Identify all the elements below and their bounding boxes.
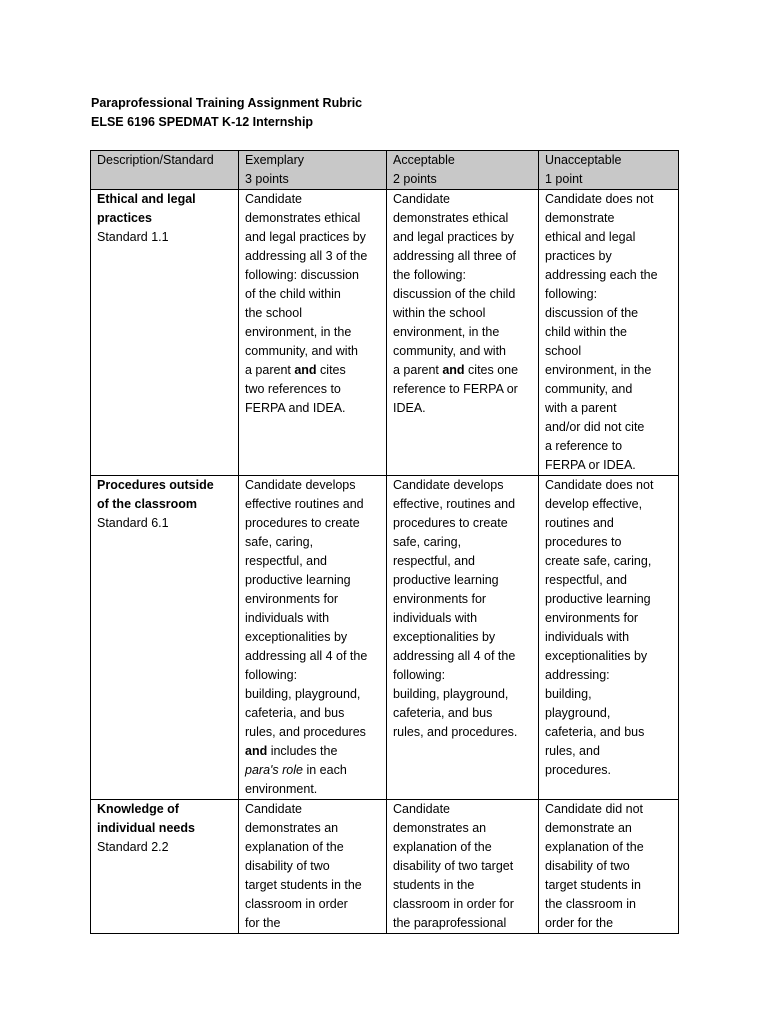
cell-text-line: procedures to create [393,516,508,530]
cell-text-line: community, and with [245,344,359,358]
standard-number: Standard 6.1 [97,516,169,530]
header-acceptable [387,151,539,190]
cell-text-line: of the child within [245,287,341,301]
cell-text-line: FERPA and IDEA. [245,401,346,415]
cell-text-line: environment, in the [245,325,352,339]
header-points: 3 points [245,172,289,186]
document-header [91,94,362,132]
cell-text-line: building, playground, [393,687,509,701]
standard-title: practices [97,211,152,225]
cell-text-line: individuals with [393,611,478,625]
cell-text-line: the following: [393,268,466,282]
cell-text-line: target students in the [245,878,362,892]
cell-text-line: following: [393,668,446,682]
cell-text-line: demonstrates an [393,821,487,835]
cell-text-line: following: discussion [245,268,359,282]
cell-text-line: Candidate develops [245,478,356,492]
cell-text-line: environments for [545,611,639,625]
cell-text-line: child within the [545,325,627,339]
cell-text-line: Candidate did not [545,802,643,816]
cell-text-line: and legal practices by [393,230,514,244]
rubric-table [90,150,679,934]
cell-text-line: Candidate [245,192,302,206]
cell-text-line: environment, in the [545,363,652,377]
cell-text-line: environments for [393,592,487,606]
cell-text-line: cafeteria, and bus [545,725,645,739]
cell-text-line: individuals with [545,630,630,644]
cell-text-line: building, playground, [245,687,361,701]
cell-text-line: and legal practices by [245,230,366,244]
cell-text-line: demonstrates ethical [393,211,509,225]
standard-title: Ethical and legal [97,192,196,206]
cell-text-line: create safe, caring, [545,554,652,568]
cell-text-line: demonstrate [545,211,615,225]
cell-text-line: productive learning [545,592,651,606]
cell-text-line: disability of two [545,859,630,873]
cell-text-line: effective routines and [245,497,364,511]
cell-text-line: addressing all 3 of the [245,249,368,263]
standard-cell [91,190,239,476]
header-points: 2 points [393,172,437,186]
cell-text-line: demonstrates an [245,821,339,835]
cell-text-line: rules, and procedures. [393,725,518,739]
cell-text-line: the classroom in [545,897,637,911]
cell-text-line: community, and with [393,344,507,358]
cell-text-line: cafeteria, and bus [245,706,345,720]
cell-text-line: reference to FERPA or [393,382,518,396]
cell-text-line: the paraprofessional [393,916,507,930]
cell-text-line: demonstrate an [545,821,632,835]
acceptable-cell [387,476,539,800]
cell-text-line: demonstrates ethical [245,211,361,225]
standard-title: Procedures outside [97,478,214,492]
cell-text-line: exceptionalities by [245,630,348,644]
cell-text-line: explanation of the [245,840,344,854]
cell-text-line: para's role in each [245,763,347,777]
cell-text-line: IDEA. [393,401,426,415]
document-title: Paraprofessional Training Assignment Rubric [91,96,363,110]
cell-text-line: addressing each the [545,268,658,282]
cell-text-line: building, [545,687,592,701]
standard-title: Knowledge of [97,802,179,816]
cell-text-line: productive learning [393,573,499,587]
standard-title: of the classroom [97,497,198,511]
cell-text-line: explanation of the [545,840,644,854]
header-label: Description/Standard [97,153,214,167]
cell-text-line: Candidate [393,192,450,206]
cell-text-line: school [545,344,582,358]
cell-text-line: respectful, and [393,554,475,568]
cell-text-line: Candidate does not [545,192,654,206]
cell-text-line: safe, caring, [245,535,314,549]
exemplary-cell [239,190,387,476]
header-label: Exemplary [245,153,305,167]
acceptable-cell [387,190,539,476]
cell-text-line: cafeteria, and bus [393,706,493,720]
cell-text-line: disability of two [245,859,330,873]
cell-text-line: addressing all 4 of the [245,649,368,663]
table-row [91,190,679,476]
header-row [91,151,679,190]
cell-text-line: playground, [545,706,611,720]
cell-text-line: develop effective, [545,497,643,511]
standard-cell [91,476,239,800]
header-description [91,151,239,190]
cell-text-line: procedures to create [245,516,360,530]
cell-text-line: with a parent [545,401,617,415]
cell-text-line: for the [245,916,281,930]
cell-text-line: effective, routines and [393,497,516,511]
header-unacceptable [539,151,679,190]
header-exemplary [239,151,387,190]
cell-text-line: community, and [545,382,633,396]
cell-text-line: productive learning [245,573,351,587]
cell-text-line: a parent and cites one [393,363,519,377]
cell-text-line: addressing: [545,668,610,682]
cell-text-line: respectful, and [245,554,327,568]
cell-text-line: following: [245,668,298,682]
cell-text-line: addressing all 4 of the [393,649,516,663]
cell-text-line: safe, caring, [393,535,462,549]
cell-text-line: classroom in order [245,897,348,911]
standard-number: Standard 2.2 [97,840,169,854]
cell-text-line: routines and [545,516,614,530]
cell-text-line: following: [545,287,598,301]
cell-text-line: disability of two target [393,859,514,873]
table-row [91,476,679,800]
cell-text-line: Candidate [245,802,302,816]
table-row [91,800,679,934]
cell-text-line: rules, and [545,744,600,758]
cell-text-line: classroom in order for [393,897,514,911]
cell-text-line: procedures. [545,763,612,777]
cell-text-line: addressing all three of [393,249,516,263]
header-label: Acceptable [393,153,455,167]
cell-text-line: ethical and legal [545,230,636,244]
acceptable-cell [387,800,539,934]
unacceptable-cell [539,800,679,934]
document-subtitle: ELSE 6196 SPEDMAT K-12 Internship [91,115,314,129]
cell-text-line: respectful, and [545,573,627,587]
cell-text-line: environments for [245,592,339,606]
cell-text-line: Candidate develops [393,478,504,492]
cell-text-line: Candidate [393,802,450,816]
standard-title: individual needs [97,821,195,835]
standard-number: Standard 1.1 [97,230,169,244]
cell-text-line: a parent and cites [245,363,346,377]
cell-text-line: and includes the [245,744,338,758]
cell-text-line: a reference to [545,439,623,453]
unacceptable-cell [539,190,679,476]
cell-text-line: students in the [393,878,475,892]
cell-text-line: exceptionalities by [545,649,648,663]
cell-text-line: procedures to [545,535,622,549]
cell-text-line: rules, and procedures [245,725,366,739]
standard-cell [91,800,239,934]
cell-text-line: FERPA or IDEA. [545,458,636,472]
cell-text-line: Candidate does not [545,478,654,492]
cell-text-line: exceptionalities by [393,630,496,644]
cell-text-line: environment. [245,782,318,796]
cell-text-line: the school [245,306,302,320]
cell-text-line: target students in [545,878,641,892]
cell-text-line: practices by [545,249,612,263]
cell-text-line: order for the [545,916,614,930]
header-label: Unacceptable [545,153,622,167]
cell-text-line: individuals with [245,611,330,625]
cell-text-line: discussion of the child [393,287,516,301]
cell-text-line: explanation of the [393,840,492,854]
unacceptable-cell [539,476,679,800]
cell-text-line: discussion of the [545,306,639,320]
cell-text-line: two references to [245,382,341,396]
cell-text-line: environment, in the [393,325,500,339]
exemplary-cell [239,800,387,934]
cell-text-line: within the school [393,306,486,320]
header-points: 1 point [545,172,583,186]
cell-text-line: and/or did not cite [545,420,645,434]
exemplary-cell [239,476,387,800]
